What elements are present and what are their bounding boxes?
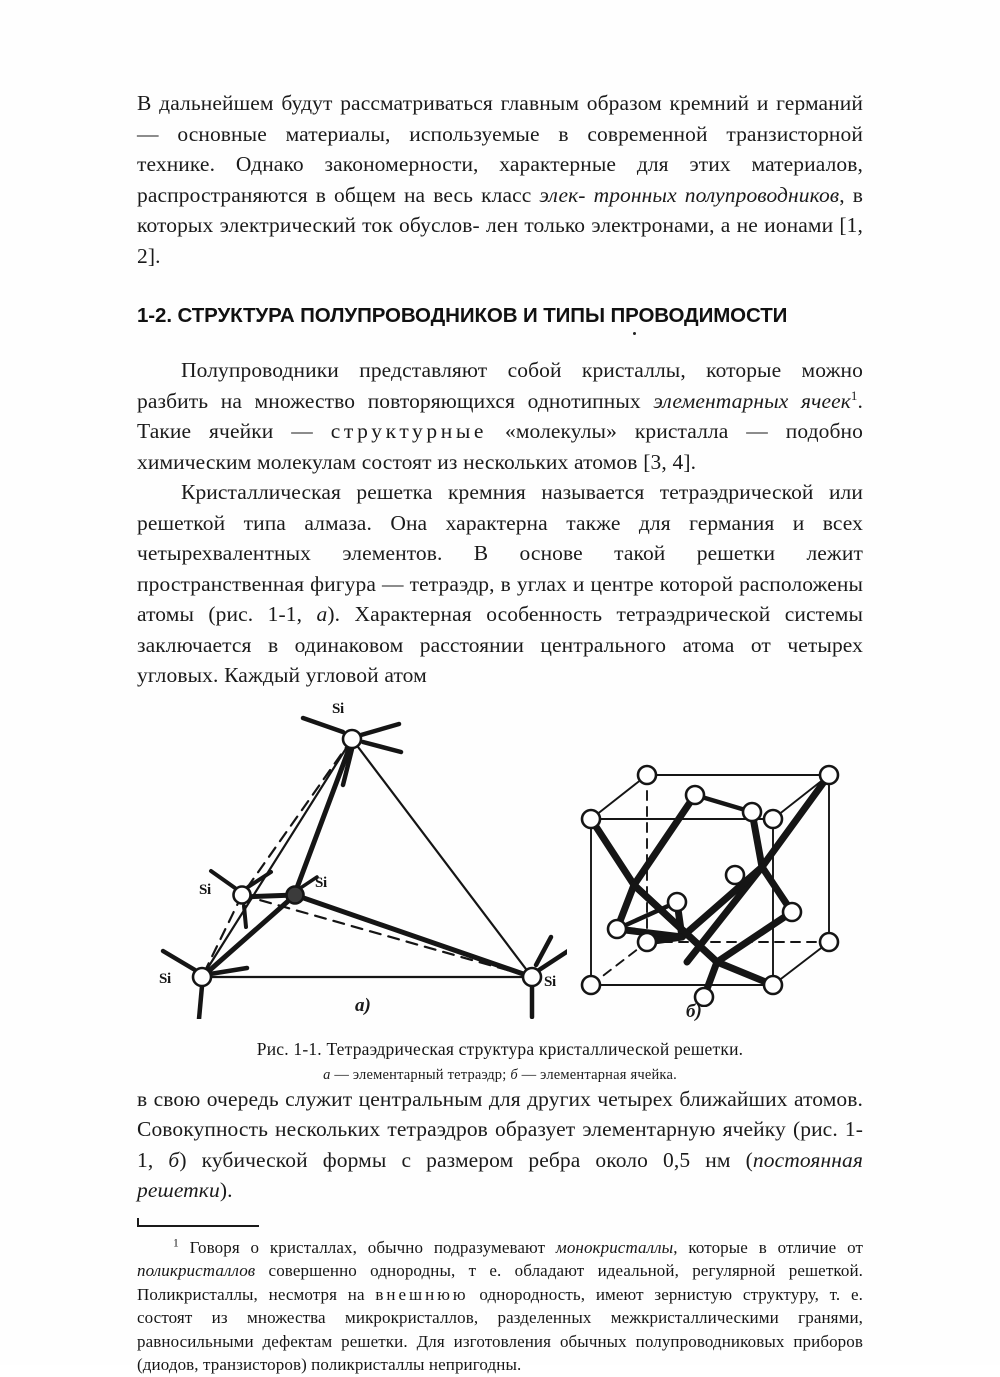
figure-panel-b-unit-cell bbox=[577, 757, 857, 1007]
intro-line-1: В дальнейшем будут рассматриваться главным образом кремний bbox=[137, 91, 750, 115]
si-label-top: Si bbox=[332, 700, 344, 717]
face-atom-middle bbox=[726, 866, 744, 884]
para4-italic-b: б bbox=[168, 1147, 180, 1172]
bond-center-to-left bbox=[202, 895, 295, 977]
paragraph-intro bbox=[137, 88, 863, 271]
para2-part1: Полупроводники представляют собой кристаллы, которые можно разбить на множество повторяющихся однотипных bbox=[137, 358, 863, 413]
para2-spaced-structural: структурные bbox=[330, 419, 488, 443]
intro-line-6: лен только электронами, а не ионами [1, 2]. bbox=[137, 213, 863, 268]
figure-caption-sub bbox=[137, 1067, 863, 1084]
face-atom-right bbox=[783, 903, 801, 921]
face-atom-top-right bbox=[743, 803, 761, 821]
footnote-part4: однородность, имеют зернистую структуру, т. е. состоят из множества микрокристаллов, разделенных межкристаллическими гранями, равносильными дефектам решетки. Для изготовления обычных полупроводниковых приборов (диодов, транзисторов) поликристаллы непригодны. bbox=[137, 1284, 864, 1374]
lattice-bonds bbox=[591, 775, 829, 997]
corner-atom-front-bottom-right bbox=[764, 976, 782, 994]
figure-panel-a-tetrahedron bbox=[147, 699, 567, 1019]
edge-top-to-right bbox=[352, 739, 532, 977]
para2-part2: . Такие ячейки — bbox=[137, 388, 863, 443]
edge-top-to-left bbox=[202, 739, 352, 977]
caption-text-b: — элементарная ячейка. bbox=[517, 1066, 677, 1083]
cube-edge-tl bbox=[591, 775, 647, 819]
si-label-bottom-left: Si bbox=[159, 970, 171, 987]
figure-label-a: а) bbox=[355, 994, 371, 1016]
hidden-edge-back-to-left bbox=[202, 895, 242, 977]
footnote-separator-tick bbox=[137, 1218, 139, 1225]
hidden-edge-back-to-right bbox=[242, 895, 532, 977]
corner-atom-back-bottom-left bbox=[638, 933, 656, 951]
si-label-bottom-right: Si bbox=[544, 973, 556, 990]
paragraph-semiconductors bbox=[137, 355, 863, 477]
atom-si-top bbox=[343, 730, 361, 748]
footnote-part3: совершенно однородны, т е. обладают идеальной, регулярной решеткой. Поликристаллы, несмотря на bbox=[137, 1261, 863, 1304]
corner-atom-front-top-right bbox=[764, 810, 782, 828]
figure-1-1 bbox=[137, 699, 863, 1037]
para4-italic-lattice-constant: постоянная решетки bbox=[137, 1147, 863, 1202]
caption-text-a: — элементарный тетраэдр; bbox=[330, 1066, 511, 1083]
footnote-spaced-external: внешнюю bbox=[375, 1284, 469, 1304]
figure-caption bbox=[137, 1039, 863, 1084]
footnote-italic-monocrystals: монокристаллы bbox=[555, 1237, 674, 1257]
footnote-italic-polycrystals: поликристаллов bbox=[137, 1261, 256, 1280]
footnote-separator-rule bbox=[137, 1225, 259, 1227]
section-heading-block bbox=[137, 304, 863, 328]
figure-label-b: б) bbox=[686, 1000, 702, 1022]
footnote-part2: , которые в отличие от bbox=[673, 1237, 863, 1257]
face-atom-top bbox=[686, 786, 704, 804]
si-label-center: Si bbox=[315, 874, 327, 891]
para4-text3: ). bbox=[219, 1178, 233, 1202]
atom-si-bottom-left bbox=[193, 968, 211, 986]
unit-cell-svg bbox=[577, 757, 857, 1007]
para4-text2: ) кубической формы с размером ребра около 0,5 нм ( bbox=[179, 1147, 753, 1172]
corner-atom-front-bottom-left bbox=[582, 976, 600, 994]
caption-label-b: б bbox=[510, 1066, 518, 1083]
footnote-separator-wrap bbox=[137, 1225, 863, 1227]
para2-italic-elementary-cells: элементарных ячеек bbox=[653, 388, 851, 413]
para3-text2: ). Характерная особенность тетраэдрической системы заключается в одинаковом расстоянии центрального атома от четырех угловых. Каждый угловой атом bbox=[137, 602, 863, 687]
heading-stray-dot bbox=[633, 332, 636, 335]
cube-edge-br bbox=[773, 942, 829, 985]
corner-atom-back-bottom-right bbox=[820, 933, 838, 951]
paragraph-crystal-lattice bbox=[137, 477, 863, 691]
section-heading: 1-2. СТРУКТУРА ПОЛУПРОВОДНИКОВ И ТИПЫ ПРОВОДИМОСТИ bbox=[137, 304, 788, 327]
atom-si-back bbox=[234, 886, 251, 903]
page-content bbox=[137, 88, 863, 1377]
cube-edge-bl-hidden bbox=[591, 942, 647, 985]
paragraph-unit-cell bbox=[137, 1084, 863, 1206]
footnote-text bbox=[137, 1236, 863, 1377]
caption-label-a: а bbox=[323, 1066, 331, 1083]
footnote-reference-marker[interactable]: 1 bbox=[850, 387, 858, 403]
intro-line-2: и германий — основные материалы, используемые в современной bbox=[137, 91, 863, 146]
face-atom-left bbox=[608, 920, 626, 938]
si-label-back: Si bbox=[199, 881, 211, 898]
face-atom-front bbox=[668, 893, 686, 911]
intro-line-5a: , в которых электрический ток обуслов- bbox=[137, 182, 863, 237]
free-bonds-top-atom bbox=[303, 718, 401, 785]
footnote-number: 1 bbox=[173, 1236, 179, 1249]
hidden-edge-top-to-back bbox=[242, 739, 352, 895]
figure-caption-main: Рис. 1-1. Тетраэдрическая структура кристаллической решетки. bbox=[256, 1038, 744, 1059]
tetrahedron-svg bbox=[147, 699, 567, 1019]
intro-line-4a: этих материалов, распространяются в общем на весь класс bbox=[137, 152, 863, 207]
para4-text: в свою очередь служит центральным для других четырех ближайших атомов. Совокупность нескольких тетраэдров образует элементарную ячейку (рис. 1-1, bbox=[137, 1086, 863, 1172]
intro-line-5-italic: тронных полупроводников bbox=[593, 182, 840, 207]
corner-atom-back-top-left bbox=[638, 766, 656, 784]
corner-atom-back-top-right bbox=[820, 766, 838, 784]
footnote-part1: Говоря о кристаллах, обычно подразумевают bbox=[178, 1237, 556, 1257]
atom-si-center bbox=[287, 886, 304, 903]
para3-text: Кристаллическая решетка кремния называется тетраэдрической или решеткой типа алмаза. Она характерна также для германия и всех четырехвалентных элементов. В основе такой решетки лежит пространственная фигура — тетраэдр, в углах и центре которой расположены атомы (рис. 1-1, bbox=[137, 480, 863, 626]
bond-center-to-right bbox=[295, 895, 532, 977]
intro-line-3: транзисторной технике. Однако закономерности, характерные для bbox=[137, 121, 863, 176]
intro-line-4-italic: элек- bbox=[539, 182, 586, 207]
corner-atom-front-top-left bbox=[582, 810, 600, 828]
para2-part3: «молекулы» кристалла — подобно химическим молекулам состоят из нескольких атомов [3, 4]. bbox=[137, 419, 864, 474]
para3-italic-a: а bbox=[316, 602, 328, 626]
atom-si-bottom-right bbox=[523, 968, 541, 986]
